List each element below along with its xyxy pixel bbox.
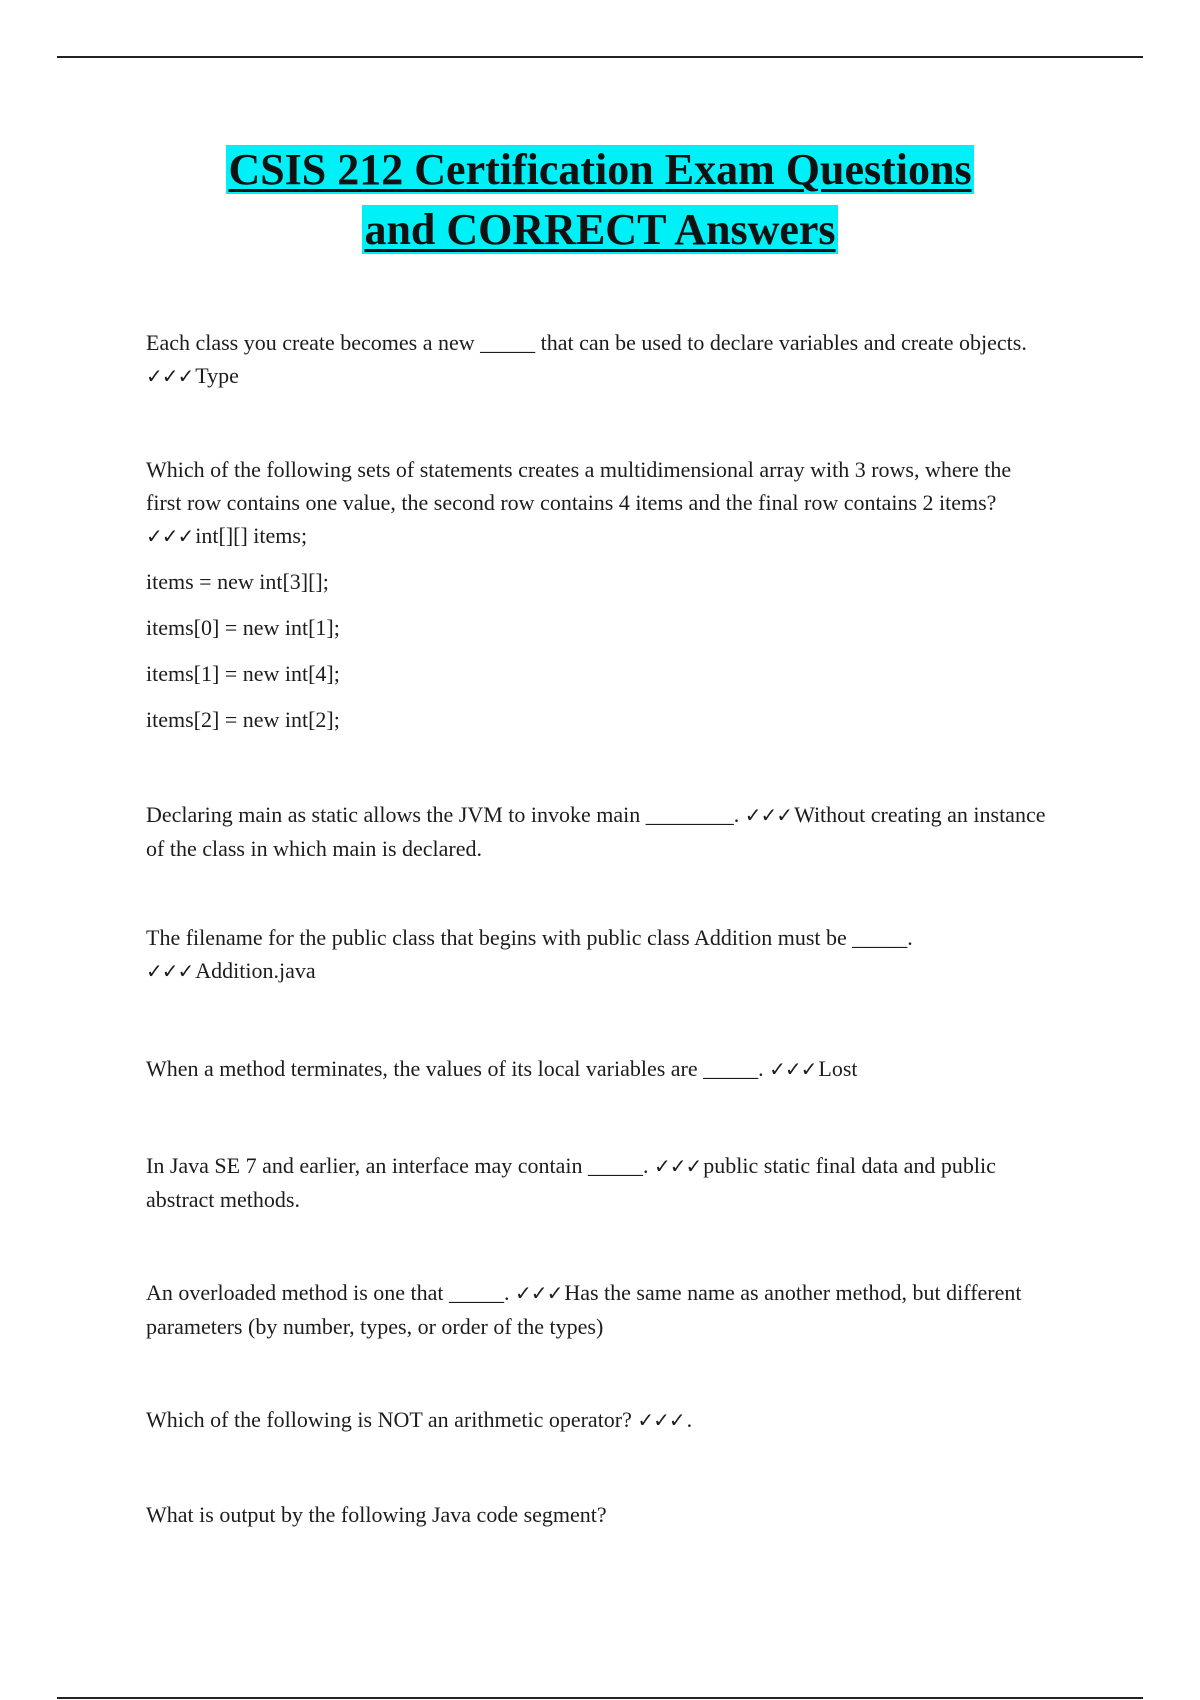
answer-text: Addition.java	[195, 958, 316, 983]
question-text: What is output by the following Java code segment?	[146, 1502, 607, 1527]
bottom-divider	[57, 1697, 1143, 1699]
code-line: items[1] = new int[4];	[146, 661, 340, 686]
answer-text: Type	[195, 363, 239, 388]
checkmark-icon: ✓✓✓	[653, 1154, 702, 1178]
question-block-9	[146, 1498, 1066, 1531]
question-text: When a method terminates, the values of its local variables are _____.	[146, 1056, 764, 1081]
checkmark-icon: ✓✓✓	[515, 1281, 563, 1305]
question-text: Each class you create becomes a new _____ that can be used to declare variables and create objects.	[146, 330, 1027, 355]
code-line: items[2] = new int[2];	[146, 707, 340, 732]
question-text: Which of the following sets of statements creates a multidimensional array with 3 rows, where the first row contains one value, the second row contains 4 items and the final row contains 2 items?	[146, 457, 1012, 515]
question-text: An overloaded method is one that _____.	[146, 1280, 510, 1305]
answer-text: Has the same name as another method, but different parameters (by number, types, or order of the types)	[146, 1280, 1022, 1339]
answer-text: Without creating an instance of the class in which main is declared.	[146, 802, 1046, 861]
answer-text: int[][] items;	[195, 523, 308, 548]
question-block-6	[146, 1149, 1066, 1216]
question-block-5	[146, 1052, 1066, 1086]
question-block-7	[146, 1276, 1066, 1343]
question-block-1	[146, 326, 1066, 393]
question-text: Which of the following is NOT an arithmetic operator?	[146, 1407, 632, 1432]
question-block-2	[146, 453, 1026, 736]
question-text: Declaring main as static allows the JVM to invoke main ________.	[146, 802, 740, 827]
checkmark-icon: ✓✓✓	[769, 1057, 817, 1081]
answer-text: public static final data and public abstract methods.	[146, 1153, 996, 1212]
code-line: items = new int[3][];	[146, 569, 329, 594]
code-line: items[0] = new int[1];	[146, 615, 340, 640]
title-line-1: CSIS 212 Certification Exam Questions	[228, 145, 972, 194]
document-title	[0, 140, 1200, 260]
top-divider	[57, 56, 1143, 58]
question-block-8	[146, 1403, 1066, 1437]
checkmark-icon: ✓✓✓	[146, 959, 194, 983]
checkmark-icon: ✓✓✓	[637, 1408, 685, 1432]
question-block-4	[146, 921, 1006, 988]
answer-text: .	[686, 1407, 693, 1432]
checkmark-icon: ✓✓✓	[744, 803, 793, 827]
question-text: The filename for the public class that begins with public class Addition must be _____.	[146, 925, 913, 950]
title-line-2: and CORRECT Answers	[364, 205, 836, 254]
question-block-3	[146, 798, 1066, 865]
checkmark-icon: ✓✓✓	[146, 524, 194, 548]
checkmark-icon: ✓✓✓	[146, 364, 194, 388]
answer-text: Lost	[818, 1056, 858, 1081]
question-text: In Java SE 7 and earlier, an interface may contain _____.	[146, 1153, 649, 1178]
